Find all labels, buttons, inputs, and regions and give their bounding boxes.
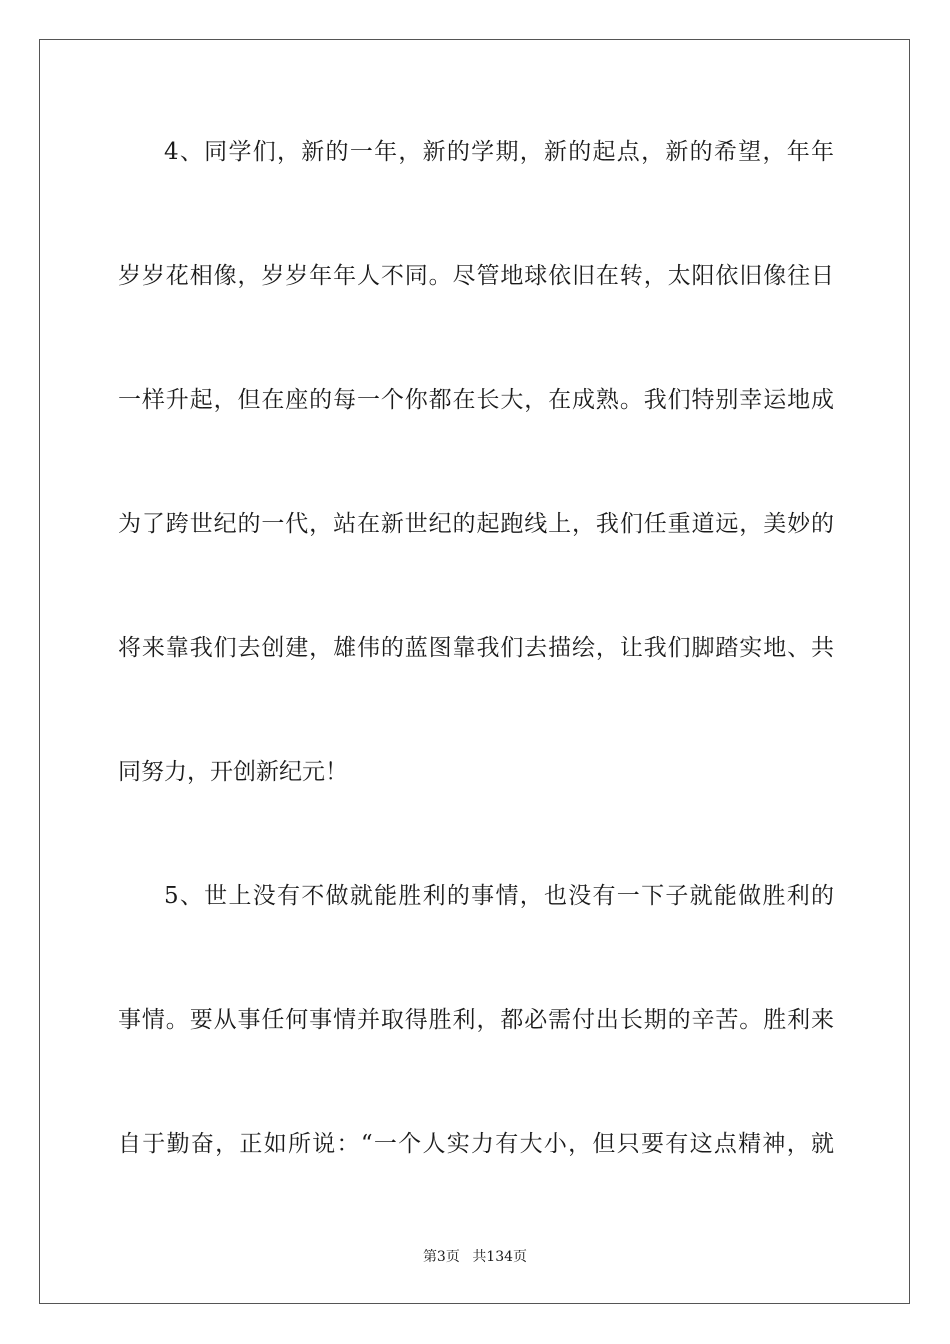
page-footer xyxy=(0,1246,950,1266)
paragraph-1-line-2: 岁岁花相像，岁岁年年人不同。尽管地球依旧在转，太阳依旧像往日 xyxy=(118,263,834,289)
paragraph-2-line-3: 自于勤奋，正如所说：“一个人实力有大小，但只要有这点精神，就 xyxy=(118,1131,834,1157)
paragraph-1-line-6: 同努力，开创新纪元！ xyxy=(118,759,348,785)
page-number: 第3页 xyxy=(422,1249,460,1265)
paragraph-1-line-5: 将来靠我们去创建，雄伟的蓝图靠我们去描绘，让我们脚踏实地、共 xyxy=(118,635,834,661)
paragraph-1-line-4: 为了跨世纪的一代，站在新世纪的起跑线上，我们任重道远，美妙的 xyxy=(118,511,834,537)
paragraph-2-line-2: 事情。要从事任何事情并取得胜利，都必需付出长期的辛苦。胜利来 xyxy=(118,1007,834,1033)
paragraph-2-line-1: 5、世上没有不做就能胜利的事情，也没有一下子就能做胜利的 xyxy=(164,883,834,909)
paragraph-1-line-3: 一样升起，但在座的每一个你都在长大，在成熟。我们特别幸运地成 xyxy=(118,387,834,413)
page-total: 共134页 xyxy=(472,1249,528,1265)
page-frame xyxy=(39,39,910,1304)
paragraph-1-line-1: 4、同学们，新的一年，新的学期，新的起点，新的希望，年年 xyxy=(164,139,834,165)
